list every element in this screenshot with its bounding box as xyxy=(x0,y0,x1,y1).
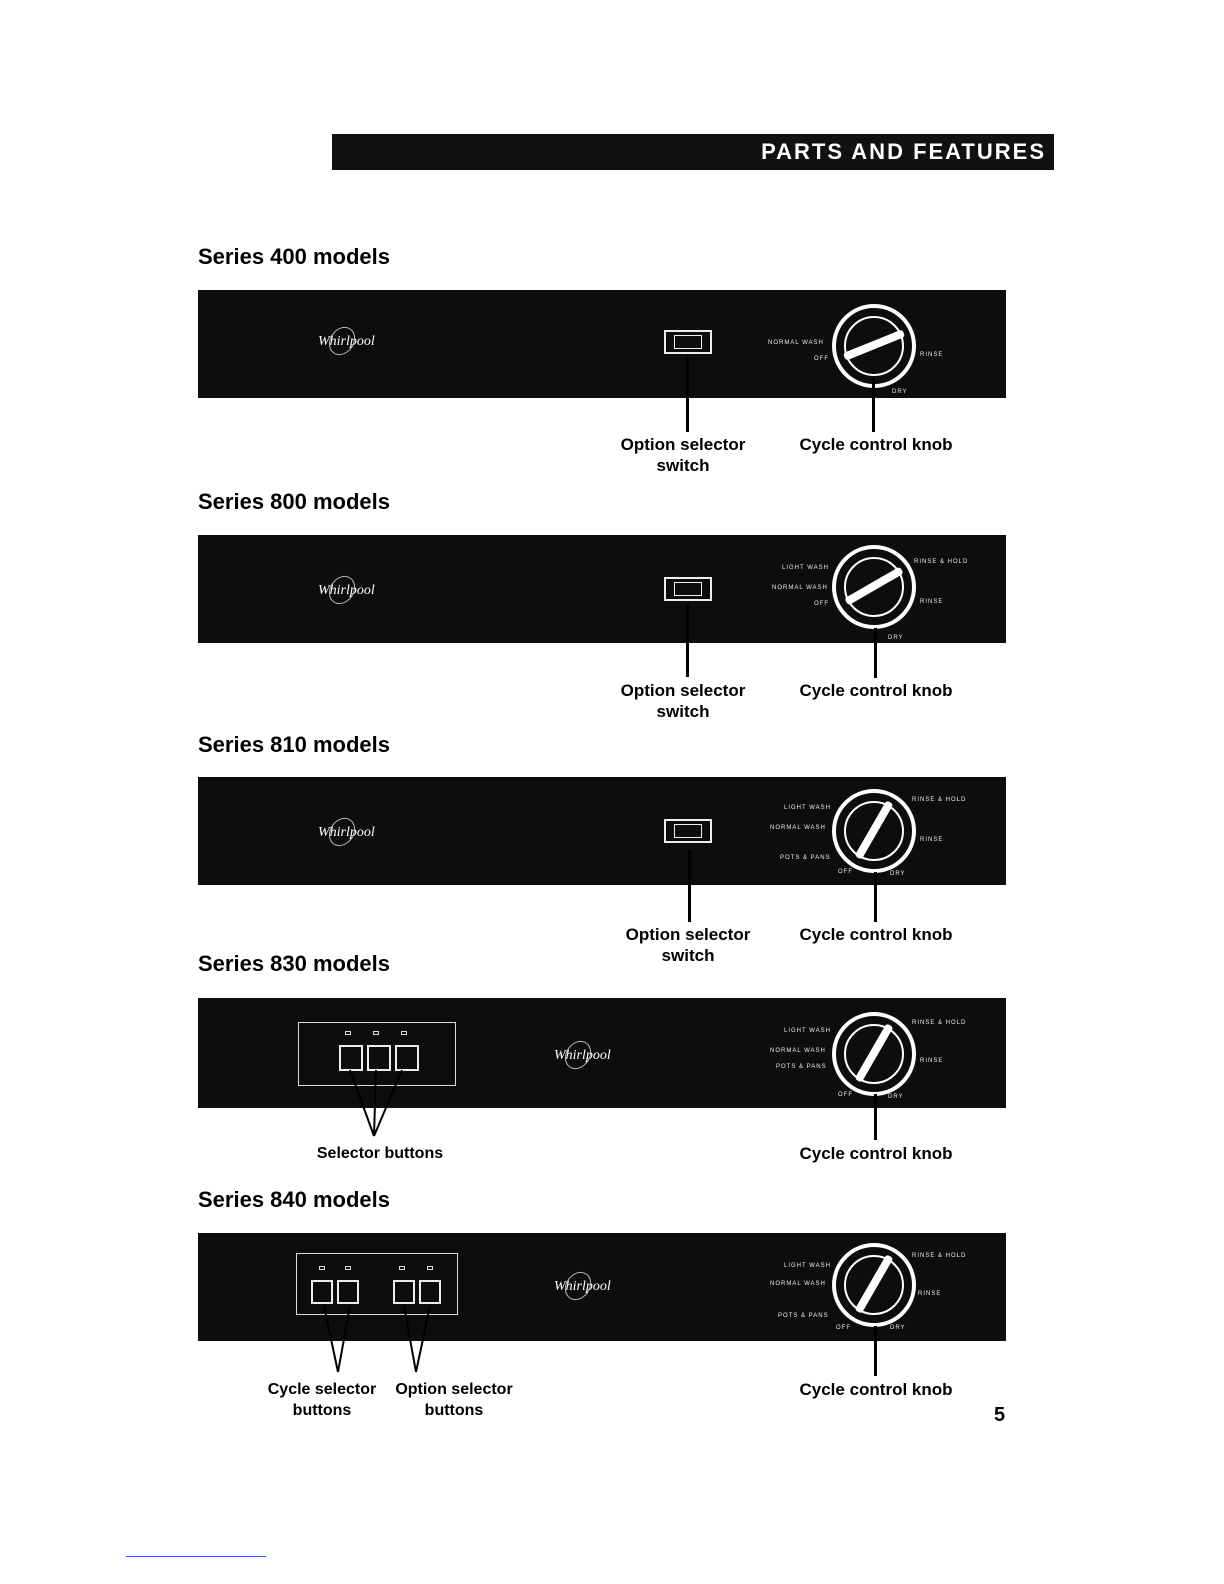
whirlpool-logo xyxy=(318,825,375,841)
label-line: buttons xyxy=(424,1402,484,1419)
label-line: Option selector xyxy=(620,435,746,454)
dial-label-rinse-hold: RINSE & HOLD xyxy=(914,559,969,565)
indicator-light xyxy=(319,1266,325,1270)
dial-label-rinse: RINSE xyxy=(920,837,944,843)
button-leader-lines xyxy=(300,1306,450,1376)
dial-label-rinse: RINSE xyxy=(920,352,944,358)
page-number: 5 xyxy=(994,1404,1006,1426)
dial-label-light-wash: LIGHT WASH xyxy=(784,1263,832,1269)
selector-button[interactable] xyxy=(339,1045,363,1071)
section-header-title: PARTS AND FEATURES xyxy=(761,139,1046,164)
dial-label-dry: DRY xyxy=(892,389,908,395)
knob-leader-line xyxy=(874,872,877,922)
label-line: switch xyxy=(661,946,715,965)
knob-leader-line xyxy=(874,1326,877,1376)
label-line: Cycle selector xyxy=(267,1381,377,1398)
logo-text: Whirlpool xyxy=(554,1279,611,1294)
dial-label-light-wash: LIGHT WASH xyxy=(782,565,830,571)
option-selector-switch-label xyxy=(600,434,766,476)
cycle-control-knob[interactable] xyxy=(832,789,916,873)
option-selector-button[interactable] xyxy=(419,1280,441,1304)
dial-label-off: OFF xyxy=(838,869,853,875)
dial-label-dry: DRY xyxy=(890,871,906,877)
series-840-title: Series 840 models xyxy=(198,1187,391,1212)
selector-buttons-label: Selector buttons xyxy=(316,1145,444,1162)
series-800-title: Series 800 models xyxy=(198,489,391,514)
label-line: switch xyxy=(656,456,710,475)
whirlpool-logo xyxy=(318,583,375,599)
dial-label-rinse: RINSE xyxy=(920,1058,944,1064)
dial-label-off: OFF xyxy=(836,1325,851,1331)
knob-leader-line xyxy=(872,378,875,432)
cycle-control-knob[interactable] xyxy=(832,1243,916,1327)
cycle-control-knob[interactable] xyxy=(832,545,916,629)
series-400-control-panel xyxy=(198,290,1006,398)
dial-label-off: OFF xyxy=(838,1092,853,1098)
option-switch-leader-line xyxy=(688,850,691,922)
selector-button[interactable] xyxy=(395,1045,419,1071)
switch-slot xyxy=(674,335,702,349)
option-selector-switch-label xyxy=(604,924,772,966)
footer-rule xyxy=(126,1556,266,1557)
series-810-control-panel xyxy=(198,777,1006,885)
series-400-title: Series 400 models xyxy=(198,244,391,269)
indicator-light xyxy=(427,1266,433,1270)
indicator-light xyxy=(373,1031,379,1035)
dial-label-normal-wash: NORMAL WASH xyxy=(770,825,826,831)
section-header-bar xyxy=(332,134,1054,170)
option-selector-button[interactable] xyxy=(393,1280,415,1304)
dial-label-rinse-hold: RINSE & HOLD xyxy=(912,1253,967,1259)
dial-label-light-wash: LIGHT WASH xyxy=(784,1028,832,1034)
indicator-light xyxy=(401,1031,407,1035)
series-830-control-panel xyxy=(198,998,1006,1108)
knob-leader-line xyxy=(874,628,877,678)
whirlpool-logo xyxy=(554,1048,611,1064)
logo-text: Whirlpool xyxy=(318,334,375,349)
series-800-control-panel xyxy=(198,535,1006,643)
label-line: switch xyxy=(656,702,710,721)
option-selector-switch-label xyxy=(600,680,766,722)
dial-label-light-wash: LIGHT WASH xyxy=(784,805,832,811)
dial-label-normal-wash: NORMAL WASH xyxy=(768,340,824,346)
label-line: Option selector xyxy=(625,925,751,944)
dial-label-pots-pans: POTS & PANS xyxy=(776,1064,827,1070)
option-switch-leader-line xyxy=(686,605,689,677)
cycle-control-knob-label: Cycle control knob xyxy=(799,1380,953,1399)
dial-label-normal-wash: NORMAL WASH xyxy=(770,1281,826,1287)
cycle-control-knob-label: Cycle control knob xyxy=(799,1144,953,1163)
option-selector-switch[interactable] xyxy=(664,577,712,601)
dial-label-off: OFF xyxy=(814,601,829,607)
dial-label-normal-wash: NORMAL WASH xyxy=(772,585,828,591)
dial-label-rinse: RINSE xyxy=(920,599,944,605)
cycle-selector-button[interactable] xyxy=(311,1280,333,1304)
indicator-light xyxy=(345,1031,351,1035)
option-selector-switch[interactable] xyxy=(664,819,712,843)
series-830-title: Series 830 models xyxy=(198,951,391,976)
cycle-control-knob-label: Cycle control knob xyxy=(799,435,953,454)
selector-buttons-leader-lines xyxy=(330,1070,420,1140)
knob-leader-line xyxy=(874,1094,877,1140)
option-selector-switch[interactable] xyxy=(664,330,712,354)
indicator-light xyxy=(345,1266,351,1270)
cycle-control-knob[interactable] xyxy=(832,1012,916,1096)
cycle-control-knob[interactable] xyxy=(832,304,916,388)
dial-label-dry: DRY xyxy=(888,635,904,641)
switch-slot xyxy=(674,824,702,838)
dial-label-rinse-hold: RINSE & HOLD xyxy=(912,1020,967,1026)
selector-button[interactable] xyxy=(367,1045,391,1071)
dial-label-off: OFF xyxy=(814,356,829,362)
dial-label-rinse-hold: RINSE & HOLD xyxy=(912,797,967,803)
label-line: buttons xyxy=(292,1402,352,1419)
option-switch-leader-line xyxy=(686,358,689,432)
series-810-title: Series 810 models xyxy=(198,732,391,757)
switch-slot xyxy=(674,582,702,596)
cycle-selector-buttons-label xyxy=(252,1379,392,1421)
cycle-control-knob-label: Cycle control knob xyxy=(799,925,953,944)
dial-label-pots-pans: POTS & PANS xyxy=(778,1313,829,1319)
cycle-control-knob-label: Cycle control knob xyxy=(799,681,953,700)
logo-text: Whirlpool xyxy=(318,583,375,598)
dial-label-pots-pans: POTS & PANS xyxy=(780,855,831,861)
cycle-selector-button[interactable] xyxy=(337,1280,359,1304)
dial-label-dry: DRY xyxy=(890,1325,906,1331)
dial-label-dry: DRY xyxy=(888,1094,904,1100)
logo-text: Whirlpool xyxy=(318,825,375,840)
option-selector-buttons-label xyxy=(382,1379,526,1421)
logo-text: Whirlpool xyxy=(554,1048,611,1063)
whirlpool-logo xyxy=(554,1279,611,1295)
dial-label-rinse: RINSE xyxy=(918,1291,942,1297)
dial-label-normal-wash: NORMAL WASH xyxy=(770,1048,826,1054)
indicator-light xyxy=(399,1266,405,1270)
label-line: Option selector xyxy=(620,681,746,700)
label-line: Option selector xyxy=(395,1381,513,1398)
whirlpool-logo xyxy=(318,334,375,350)
